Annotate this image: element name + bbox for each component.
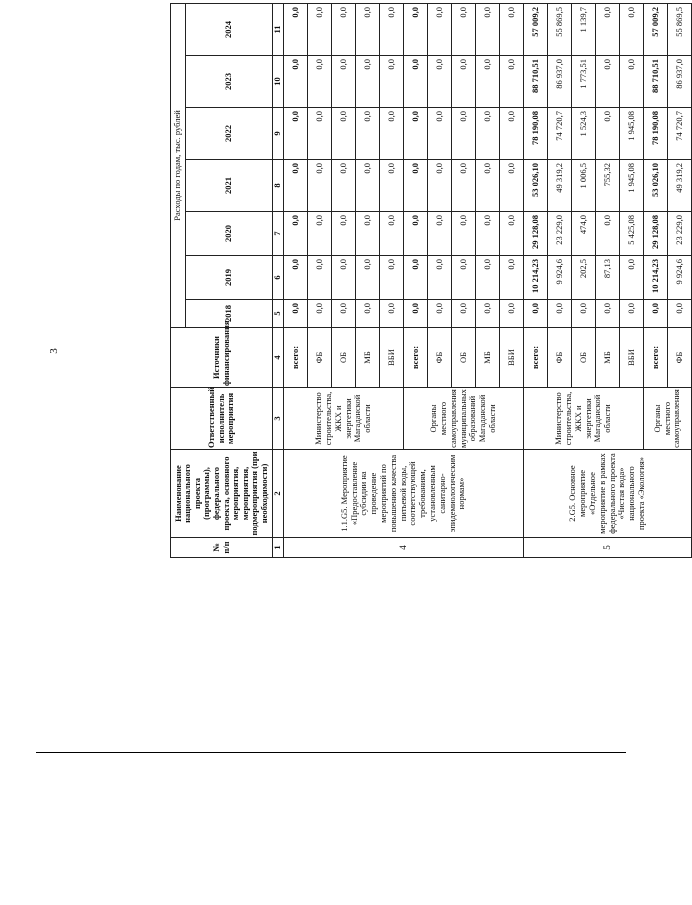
page-number: 3	[48, 348, 60, 354]
amount-cell: 0,0	[308, 256, 332, 300]
funding-source: ФБ	[548, 328, 572, 388]
amount-cell: 1 945,08	[620, 160, 644, 212]
amount-cell: 0,0	[284, 212, 308, 256]
measure-name: 2.G5. Основное мероприятие «Отдельное мероприятие в рамках федерального проекта «Чистая вода» национального проекта «Экология»	[524, 450, 692, 538]
column-index: 8	[273, 160, 284, 212]
header-year: 2021	[186, 160, 273, 212]
funding-source: ОБ	[332, 328, 356, 388]
amount-cell: 86 937,0	[668, 56, 692, 108]
amount-cell: 74 720,7	[668, 108, 692, 160]
measure-name: 1.1.G5. Мероприятие «Предоставление субсидии на проведение мероприятий по повышению качества питьевой воды, соответствующей требованиям, установленным санитарно-эпидемиологическим нормам»	[284, 450, 524, 538]
amount-cell: 23 229,0	[668, 212, 692, 256]
amount-cell: 0,0	[500, 300, 524, 328]
amount-cell: 0,0	[284, 108, 308, 160]
amount-cell: 0,0	[308, 212, 332, 256]
amount-cell: 0,0	[500, 256, 524, 300]
header-year: 2022	[186, 108, 273, 160]
amount-cell: 0,0	[404, 3, 428, 55]
executor-cell: Министерство строительства, ЖКХ и энергетики Магаданской области	[524, 388, 644, 450]
amount-cell: 0,0	[476, 3, 500, 55]
amount-cell: 0,0	[380, 160, 404, 212]
header-name: Наименование национального проекта (программы), федерального проекта, основного мероприятия, мероприятия, подмероприятия (при необходимости)	[171, 450, 273, 538]
amount-cell: 0,0	[620, 300, 644, 328]
funding-source: ВБИ	[500, 328, 524, 388]
amount-cell: 0,0	[476, 300, 500, 328]
amount-cell: 49 319,2	[668, 160, 692, 212]
amount-cell: 0,0	[308, 3, 332, 55]
amount-cell: 88 710,51	[644, 56, 668, 108]
header-year: 2019	[186, 256, 273, 300]
amount-cell: 0,0	[356, 56, 380, 108]
amount-cell: 23 229,0	[548, 212, 572, 256]
amount-cell: 0,0	[500, 3, 524, 55]
amount-cell: 0,0	[596, 3, 620, 55]
funding-source: всего:	[524, 328, 548, 388]
header-year: 2020	[186, 212, 273, 256]
column-index: 11	[273, 3, 284, 55]
amount-cell: 0,0	[308, 56, 332, 108]
amount-cell: 0,0	[524, 300, 548, 328]
column-index: 2	[273, 450, 284, 538]
amount-cell: 0,0	[476, 56, 500, 108]
amount-cell: 0,0	[356, 300, 380, 328]
funding-source: ОБ	[572, 328, 596, 388]
amount-cell: 0,0	[404, 300, 428, 328]
amount-cell: 0,0	[620, 256, 644, 300]
funding-source: ФБ	[668, 328, 692, 388]
amount-cell: 0,0	[452, 256, 476, 300]
amount-cell: 0,0	[476, 256, 500, 300]
amount-cell: 0,0	[308, 108, 332, 160]
amount-cell: 0,0	[428, 3, 452, 55]
table-row	[284, 3, 308, 557]
amount-cell: 0,0	[332, 108, 356, 160]
amount-cell: 0,0	[356, 3, 380, 55]
column-index: 6	[273, 256, 284, 300]
funding-source: МБ	[476, 328, 500, 388]
row-number: 4	[284, 538, 524, 558]
amount-cell: 0,0	[356, 256, 380, 300]
amount-cell: 0,0	[452, 108, 476, 160]
amount-cell: 78 190,08	[644, 108, 668, 160]
header-years-group: Расходы по годам, тыс. рублей	[171, 3, 186, 327]
amount-cell: 0,0	[452, 300, 476, 328]
amount-cell: 0,0	[332, 3, 356, 55]
amount-cell: 0,0	[380, 212, 404, 256]
amount-cell: 0,0	[380, 300, 404, 328]
amount-cell: 0,0	[428, 212, 452, 256]
rotated-table-container	[170, 4, 684, 558]
table-row	[524, 3, 548, 557]
amount-cell: 1 006,5	[572, 160, 596, 212]
amount-cell: 0,0	[596, 212, 620, 256]
amount-cell: 0,0	[500, 212, 524, 256]
amount-cell: 0,0	[332, 300, 356, 328]
amount-cell: 49 319,2	[548, 160, 572, 212]
column-index: 1	[273, 538, 284, 558]
amount-cell: 78 190,08	[524, 108, 548, 160]
column-index: 9	[273, 108, 284, 160]
amount-cell: 57 009,2	[644, 3, 668, 55]
amount-cell: 0,0	[284, 3, 308, 55]
amount-cell: 0,0	[572, 300, 596, 328]
amount-cell: 202,5	[572, 256, 596, 300]
amount-cell: 1 773,51	[572, 56, 596, 108]
amount-cell: 0,0	[596, 108, 620, 160]
amount-cell: 0,0	[284, 300, 308, 328]
column-index: 5	[273, 300, 284, 328]
amount-cell: 9 924,6	[668, 256, 692, 300]
amount-cell: 0,0	[620, 56, 644, 108]
amount-cell: 29 128,08	[644, 212, 668, 256]
amount-cell: 0,0	[404, 56, 428, 108]
amount-cell: 53 026,10	[644, 160, 668, 212]
amount-cell: 55 869,5	[548, 3, 572, 55]
amount-cell: 0,0	[380, 3, 404, 55]
amount-cell: 5 425,08	[620, 212, 644, 256]
amount-cell: 0,0	[404, 256, 428, 300]
amount-cell: 29 128,08	[524, 212, 548, 256]
amount-cell: 0,0	[332, 212, 356, 256]
funding-source: МБ	[596, 328, 620, 388]
amount-cell: 53 026,10	[524, 160, 548, 212]
column-index: 4	[273, 328, 284, 388]
executor-cell: Органы местного самоуправления	[644, 388, 692, 450]
amount-cell: 0,0	[452, 212, 476, 256]
amount-cell: 0,0	[500, 160, 524, 212]
amount-cell: 0,0	[452, 56, 476, 108]
funding-source: ВБИ	[380, 328, 404, 388]
amount-cell: 0,0	[476, 212, 500, 256]
amount-cell: 0,0	[380, 256, 404, 300]
amount-cell: 0,0	[452, 160, 476, 212]
amount-cell: 1 139,7	[572, 3, 596, 55]
amount-cell: 0,0	[284, 256, 308, 300]
amount-cell: 9 924,6	[548, 256, 572, 300]
amount-cell: 0,0	[404, 160, 428, 212]
amount-cell: 0,0	[332, 56, 356, 108]
funding-source: ФБ	[308, 328, 332, 388]
amount-cell: 0,0	[284, 56, 308, 108]
amount-cell: 0,0	[500, 56, 524, 108]
amount-cell: 0,0	[452, 3, 476, 55]
budget-table	[170, 3, 692, 558]
amount-cell: 0,0	[308, 160, 332, 212]
amount-cell: 0,0	[620, 3, 644, 55]
amount-cell: 0,0	[596, 56, 620, 108]
amount-cell: 0,0	[332, 256, 356, 300]
row-number: 5	[524, 538, 692, 558]
amount-cell: 0,0	[404, 108, 428, 160]
funding-source: МБ	[356, 328, 380, 388]
header-num: № п/п	[171, 538, 273, 558]
funding-source: ВБИ	[620, 328, 644, 388]
amount-cell: 57 009,2	[524, 3, 548, 55]
amount-cell: 0,0	[476, 108, 500, 160]
amount-cell: 88 710,51	[524, 56, 548, 108]
amount-cell: 0,0	[548, 300, 572, 328]
header-source: Источники финансирования	[171, 328, 273, 388]
funding-source: всего:	[644, 328, 668, 388]
amount-cell: 0,0	[380, 56, 404, 108]
amount-cell: 55 869,5	[668, 3, 692, 55]
executor-cell: Министерство строительства, ЖКХ и энергетики Магаданской области	[284, 388, 404, 450]
amount-cell: 0,0	[500, 108, 524, 160]
header-executor: Ответственный исполнитель мероприятия	[171, 388, 273, 450]
amount-cell: 0,0	[356, 212, 380, 256]
amount-cell: 0,0	[380, 108, 404, 160]
header-year: 2023	[186, 56, 273, 108]
amount-cell: 0,0	[428, 108, 452, 160]
executor-cell: Органы местного самоуправления муниципальных образований Магаданской области	[404, 388, 524, 450]
amount-cell: 0,0	[644, 300, 668, 328]
amount-cell: 0,0	[356, 160, 380, 212]
amount-cell: 0,0	[428, 300, 452, 328]
funding-source: всего:	[404, 328, 428, 388]
column-index: 3	[273, 388, 284, 450]
funding-source: всего:	[284, 328, 308, 388]
amount-cell: 0,0	[404, 212, 428, 256]
amount-cell: 1 524,3	[572, 108, 596, 160]
amount-cell: 0,0	[332, 160, 356, 212]
amount-cell: 0,0	[428, 160, 452, 212]
amount-cell: 86 937,0	[548, 56, 572, 108]
amount-cell: 0,0	[356, 108, 380, 160]
amount-cell: 10 214,23	[524, 256, 548, 300]
amount-cell: 1 945,08	[620, 108, 644, 160]
amount-cell: 755,32	[596, 160, 620, 212]
amount-cell: 10 214,23	[644, 256, 668, 300]
amount-cell: 0,0	[668, 300, 692, 328]
funding-source: ОБ	[452, 328, 476, 388]
funding-source: ФБ	[428, 328, 452, 388]
amount-cell: 0,0	[284, 160, 308, 212]
table-body	[284, 3, 692, 557]
amount-cell: 0,0	[428, 56, 452, 108]
header-year: 2018	[186, 300, 273, 328]
amount-cell: 0,0	[308, 300, 332, 328]
amount-cell: 474,0	[572, 212, 596, 256]
amount-cell: 0,0	[596, 300, 620, 328]
header-year: 2024	[186, 3, 273, 55]
amount-cell: 0,0	[476, 160, 500, 212]
horizontal-rule	[36, 752, 626, 753]
amount-cell: 87,13	[596, 256, 620, 300]
amount-cell: 0,0	[428, 256, 452, 300]
column-index: 7	[273, 212, 284, 256]
amount-cell: 74 720,7	[548, 108, 572, 160]
column-index: 10	[273, 56, 284, 108]
